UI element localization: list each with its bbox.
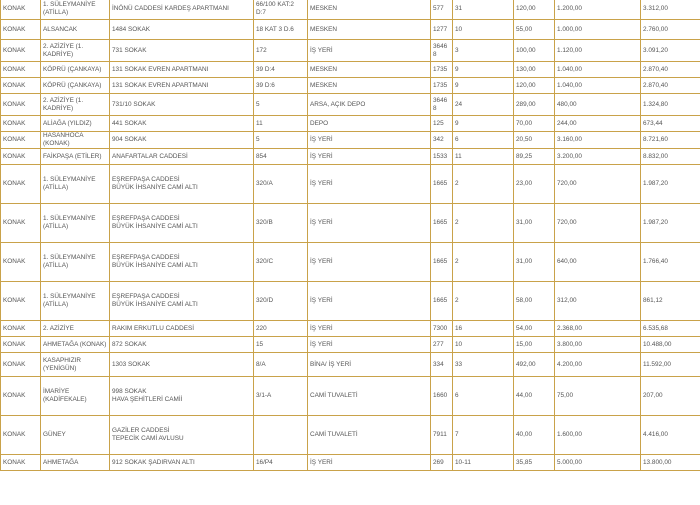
- parcel-cell: 1735: [431, 62, 453, 78]
- district-cell: KONAK: [1, 321, 41, 337]
- door-no-cell: 320/C: [254, 243, 308, 282]
- neighbourhood-cell: [41, 78, 110, 94]
- door-no-cell: 5: [254, 132, 308, 149]
- neighbourhood-cell: [41, 243, 110, 282]
- street-cell: [110, 455, 254, 471]
- neighbourhood-cell: [41, 455, 110, 471]
- block-cell: 16: [453, 321, 514, 337]
- cell-line: ALİAĞA (YILDIZ): [43, 119, 92, 127]
- table-row: [1, 165, 700, 204]
- door-no-cell: 320/B: [254, 204, 308, 243]
- table-row: [1, 282, 700, 321]
- door-no-cell: 18 KAT 3 D.6: [254, 20, 308, 40]
- unit-price-cell: 1.040,00: [555, 62, 641, 78]
- door-no-cell: 11: [254, 116, 308, 132]
- total-price-cell: 6.535,68: [641, 321, 700, 337]
- street-cell: [110, 116, 254, 132]
- area-cell: 54,00: [514, 321, 555, 337]
- use-type-cell: İŞ YERİ: [308, 165, 431, 204]
- cell-line: EŞREFPAŞA CADDESİ: [112, 254, 180, 261]
- cell-line: KÖPRÜ (ÇANKAYA): [43, 65, 102, 73]
- use-type-cell: MESKEN: [308, 78, 431, 94]
- total-price-cell: 861,12: [641, 282, 700, 321]
- parcel-cell: 1735: [431, 78, 453, 94]
- door-no-cell: 16/P4: [254, 455, 308, 471]
- area-cell: 31,00: [514, 204, 555, 243]
- cell-line: 1. SÜLEYMANİYE: [43, 0, 96, 8]
- cell-line: (ATİLLA): [43, 223, 69, 230]
- district-cell: KONAK: [1, 116, 41, 132]
- parcel-cell: 125: [431, 116, 453, 132]
- block-cell: 9: [453, 62, 514, 78]
- total-price-cell: 673,44: [641, 116, 700, 132]
- district-cell: KONAK: [1, 455, 41, 471]
- unit-price-cell: 720,00: [555, 165, 641, 204]
- unit-price-cell: 3.160,00: [555, 132, 641, 149]
- table-row: [1, 40, 700, 62]
- block-cell: 2: [453, 165, 514, 204]
- cell-line: EŞREFPAŞA CADDESİ: [112, 293, 180, 300]
- neighbourhood-cell: [41, 282, 110, 321]
- street-cell: [110, 282, 254, 321]
- area-cell: 120,00: [514, 0, 555, 20]
- total-price-cell: 2.760,00: [641, 20, 700, 40]
- cell-line: KASAPHIZIR: [43, 356, 81, 364]
- district-cell: KONAK: [1, 20, 41, 40]
- table-row: [1, 337, 700, 353]
- block-cell: 24: [453, 94, 514, 116]
- cell-line: 1. SÜLEYMANİYE: [43, 293, 96, 300]
- area-cell: 20,50: [514, 132, 555, 149]
- use-type-cell: CAMİ TUVALETİ: [308, 416, 431, 455]
- table-row: [1, 0, 700, 20]
- cell-line: 872 SOKAK: [112, 340, 147, 348]
- unit-price-cell: 2.368,00: [555, 321, 641, 337]
- table-row: [1, 78, 700, 94]
- cell-line: İMARİYE: [43, 388, 70, 395]
- neighbourhood-cell: [41, 62, 110, 78]
- unit-price-cell: 312,00: [555, 282, 641, 321]
- table-row: [1, 149, 700, 165]
- street-cell: [110, 243, 254, 282]
- cell-line: 998 SOKAK: [112, 388, 147, 395]
- cell-line: (YENİGÜN): [43, 364, 77, 372]
- district-cell: KONAK: [1, 165, 41, 204]
- use-type-cell: İŞ YERİ: [308, 204, 431, 243]
- street-cell: [110, 149, 254, 165]
- cell-line: İNÖNÜ CADDESİ KARDEŞ APARTMANI: [112, 4, 229, 12]
- block-cell: 2: [453, 282, 514, 321]
- cell-line: 2. AZİZİYE (1.: [43, 42, 84, 50]
- street-cell: [110, 20, 254, 40]
- cell-line: KADRİYE): [43, 104, 74, 112]
- total-price-cell: 4.416,00: [641, 416, 700, 455]
- unit-price-cell: 720,00: [555, 204, 641, 243]
- cell-line: 904 SOKAK: [112, 136, 147, 143]
- use-type-cell: MESKEN: [308, 20, 431, 40]
- parcel-cell: 1277: [431, 20, 453, 40]
- parcel-cell: 342: [431, 132, 453, 149]
- neighbourhood-cell: [41, 20, 110, 40]
- cell-line: KÖPRÜ (ÇANKAYA): [43, 81, 102, 89]
- cell-line: 1. SÜLEYMANİYE: [43, 254, 96, 261]
- use-type-cell: İŞ YERİ: [308, 455, 431, 471]
- street-cell: [110, 377, 254, 416]
- door-no-cell: 5: [254, 94, 308, 116]
- cell-line: 1303 SOKAK: [112, 360, 151, 368]
- cell-line: (KADİFEKALE): [43, 396, 87, 403]
- use-type-cell: İŞ YERİ: [308, 321, 431, 337]
- door-no-cell: 8/A: [254, 353, 308, 377]
- street-cell: [110, 321, 254, 337]
- parcel-cell: 36468: [431, 40, 453, 62]
- neighbourhood-cell: [41, 40, 110, 62]
- area-cell: 58,00: [514, 282, 555, 321]
- area-cell: 15,00: [514, 337, 555, 353]
- use-type-cell: MESKEN: [308, 62, 431, 78]
- door-no-cell: 39 D:6: [254, 78, 308, 94]
- block-cell: 31: [453, 0, 514, 20]
- parcel-cell: 334: [431, 353, 453, 377]
- cell-line: KADRİYE): [43, 50, 74, 58]
- use-type-cell: İŞ YERİ: [308, 282, 431, 321]
- use-type-cell: ARSA, AÇIK DEPO: [308, 94, 431, 116]
- door-no-cell: 220: [254, 321, 308, 337]
- use-type-cell: İŞ YERİ: [308, 337, 431, 353]
- cell-line: AHMETAĞA (KONAK): [43, 340, 107, 348]
- total-price-cell: 8.832,00: [641, 149, 700, 165]
- total-price-cell: 8.721,60: [641, 132, 700, 149]
- cell-line: RAKIM ERKUTLU CADDESİ: [112, 324, 195, 332]
- street-cell: [110, 132, 254, 149]
- block-cell: 10: [453, 20, 514, 40]
- unit-price-cell: 244,00: [555, 116, 641, 132]
- cell-line: 2. AZİZİYE: [43, 324, 74, 332]
- door-no-cell: 15: [254, 337, 308, 353]
- total-price-cell: 3.091,20: [641, 40, 700, 62]
- parcel-cell: 1660: [431, 377, 453, 416]
- unit-price-cell: 1.040,00: [555, 78, 641, 94]
- cell-line: (ATİLLA): [43, 184, 69, 191]
- cell-line: GÜNEY: [43, 431, 66, 438]
- table-row: [1, 94, 700, 116]
- district-cell: KONAK: [1, 416, 41, 455]
- total-price-cell: 1.987,20: [641, 204, 700, 243]
- district-cell: KONAK: [1, 40, 41, 62]
- cell-line: (ATİLLA): [43, 301, 69, 308]
- table-row: [1, 132, 700, 149]
- block-cell: 11: [453, 149, 514, 165]
- parcel-cell: 1533: [431, 149, 453, 165]
- unit-price-cell: 480,00: [555, 94, 641, 116]
- parcel-cell: 1665: [431, 243, 453, 282]
- door-no-cell: 66/100 KAT:2 D:7: [254, 0, 308, 20]
- parcel-cell: 269: [431, 455, 453, 471]
- cell-line: 1. SÜLEYMANİYE: [43, 215, 96, 222]
- door-no-cell: [254, 416, 308, 455]
- area-cell: 35,85: [514, 455, 555, 471]
- district-cell: KONAK: [1, 243, 41, 282]
- block-cell: 3: [453, 40, 514, 62]
- neighbourhood-cell: [41, 0, 110, 20]
- use-type-cell: İŞ YERİ: [308, 149, 431, 165]
- area-cell: 70,00: [514, 116, 555, 132]
- area-cell: 31,00: [514, 243, 555, 282]
- parcel-cell: 1665: [431, 204, 453, 243]
- neighbourhood-cell: [41, 94, 110, 116]
- neighbourhood-cell: [41, 204, 110, 243]
- district-cell: KONAK: [1, 132, 41, 149]
- unit-price-cell: 3.800,00: [555, 337, 641, 353]
- street-cell: [110, 165, 254, 204]
- total-price-cell: 1.766,40: [641, 243, 700, 282]
- cell-line: (ATİLLA): [43, 8, 69, 16]
- cell-line: BÜYÜK İHSANİYE CAMİ ALTI: [112, 223, 198, 230]
- street-cell: [110, 337, 254, 353]
- table-row: [1, 377, 700, 416]
- unit-price-cell: 1.000,00: [555, 20, 641, 40]
- district-cell: KONAK: [1, 353, 41, 377]
- unit-price-cell: 4.200,00: [555, 353, 641, 377]
- table-row: [1, 416, 700, 455]
- use-type-cell: BİNA/ İŞ YERİ: [308, 353, 431, 377]
- cell-line: 731/10 SOKAK: [112, 100, 156, 108]
- total-price-cell: 11.592,00: [641, 353, 700, 377]
- parcel-cell: 36468: [431, 94, 453, 116]
- cell-line: EŞREFPAŞA CADDESİ: [112, 215, 180, 222]
- district-cell: KONAK: [1, 204, 41, 243]
- cell-line: 131 SOKAK EVREN APARTMANI: [112, 65, 209, 73]
- street-cell: [110, 62, 254, 78]
- block-cell: 6: [453, 132, 514, 149]
- street-cell: [110, 78, 254, 94]
- neighbourhood-cell: [41, 337, 110, 353]
- street-cell: [110, 0, 254, 20]
- cell-line: 731 SOKAK: [112, 46, 147, 54]
- neighbourhood-cell: [41, 149, 110, 165]
- cell-line: EŞREFPAŞA CADDESİ: [112, 176, 180, 183]
- area-cell: 100,00: [514, 40, 555, 62]
- cell-line: ALSANCAK: [43, 25, 78, 33]
- door-no-cell: 39 D:4: [254, 62, 308, 78]
- neighbourhood-cell: [41, 353, 110, 377]
- table-row: [1, 321, 700, 337]
- area-cell: 492,00: [514, 353, 555, 377]
- cell-line: AHMETAĞA: [43, 458, 79, 466]
- parcel-cell: 7300: [431, 321, 453, 337]
- use-type-cell: DEPO: [308, 116, 431, 132]
- cell-line: 1. SÜLEYMANİYE: [43, 176, 96, 183]
- district-cell: KONAK: [1, 149, 41, 165]
- parcel-cell: 577: [431, 0, 453, 20]
- table-row: [1, 116, 700, 132]
- door-no-cell: 172: [254, 40, 308, 62]
- block-cell: 10-11: [453, 455, 514, 471]
- cell-line: BÜYÜK İHSANİYE CAMİ ALTI: [112, 184, 198, 191]
- table-row: [1, 353, 700, 377]
- total-price-cell: 2.870,40: [641, 78, 700, 94]
- street-cell: [110, 40, 254, 62]
- total-price-cell: 13.800,00: [641, 455, 700, 471]
- total-price-cell: 1.987,20: [641, 165, 700, 204]
- area-cell: 55,00: [514, 20, 555, 40]
- cell-line: HASANHOCA (KONAK): [43, 132, 84, 147]
- neighbourhood-cell: [41, 165, 110, 204]
- block-cell: 33: [453, 353, 514, 377]
- cell-line: TEPECİK CAMİ AVLUSU: [112, 435, 184, 442]
- unit-price-cell: 1.600,00: [555, 416, 641, 455]
- unit-price-cell: 75,00: [555, 377, 641, 416]
- table-body: [1, 0, 700, 471]
- use-type-cell: İŞ YERİ: [308, 132, 431, 149]
- unit-price-cell: 3.200,00: [555, 149, 641, 165]
- parcel-cell: 7911: [431, 416, 453, 455]
- cell-line: FAİKPAŞA (ETİLER): [43, 152, 102, 160]
- area-cell: 23,00: [514, 165, 555, 204]
- area-cell: 89,25: [514, 149, 555, 165]
- block-cell: 6: [453, 377, 514, 416]
- cell-line: 131 SOKAK EVREN APARTMANI: [112, 81, 209, 89]
- unit-price-cell: 5.000,00: [555, 455, 641, 471]
- block-cell: 9: [453, 116, 514, 132]
- street-cell: [110, 204, 254, 243]
- cell-line: 912 SOKAK ŞADIRVAN ALTI: [112, 458, 195, 466]
- cell-line: (ATİLLA): [43, 262, 69, 269]
- cell-line: HAVA ŞEHİTLERİ CAMİİ: [112, 396, 183, 403]
- block-cell: 9: [453, 78, 514, 94]
- unit-price-cell: 1.200,00: [555, 0, 641, 20]
- street-cell: [110, 353, 254, 377]
- table-row: [1, 20, 700, 40]
- block-cell: 10: [453, 337, 514, 353]
- use-type-cell: İŞ YERİ: [308, 40, 431, 62]
- district-cell: KONAK: [1, 78, 41, 94]
- district-cell: KONAK: [1, 377, 41, 416]
- unit-price-cell: 640,00: [555, 243, 641, 282]
- street-cell: [110, 416, 254, 455]
- cell-line: ANAFARTALAR CADDESİ: [112, 152, 188, 160]
- total-price-cell: 207,00: [641, 377, 700, 416]
- district-cell: KONAK: [1, 62, 41, 78]
- table-row: [1, 62, 700, 78]
- door-no-cell: 320/D: [254, 282, 308, 321]
- neighbourhood-cell: [41, 377, 110, 416]
- parcel-cell: 1665: [431, 165, 453, 204]
- neighbourhood-cell: [41, 132, 110, 149]
- district-cell: KONAK: [1, 0, 41, 20]
- total-price-cell: 10.488,00: [641, 337, 700, 353]
- total-price-cell: 1.324,80: [641, 94, 700, 116]
- unit-price-cell: 1.120,00: [555, 40, 641, 62]
- table-row: [1, 455, 700, 471]
- use-type-cell: CAMİ TUVALETİ: [308, 377, 431, 416]
- district-cell: KONAK: [1, 282, 41, 321]
- district-cell: KONAK: [1, 94, 41, 116]
- district-cell: KONAK: [1, 337, 41, 353]
- area-cell: 44,00: [514, 377, 555, 416]
- block-cell: 2: [453, 243, 514, 282]
- door-no-cell: 854: [254, 149, 308, 165]
- cell-line: 441 SOKAK: [112, 119, 147, 127]
- door-no-cell: 3/1-A: [254, 377, 308, 416]
- block-cell: 7: [453, 416, 514, 455]
- door-no-cell: 320/A: [254, 165, 308, 204]
- area-cell: 120,00: [514, 78, 555, 94]
- area-cell: 289,00: [514, 94, 555, 116]
- parcel-cell: 277: [431, 337, 453, 353]
- neighbourhood-cell: [41, 416, 110, 455]
- cell-line: BÜYÜK İHSANİYE CAMİ ALTI: [112, 301, 198, 308]
- cell-line: GAZİLER CADDESİ: [112, 427, 170, 434]
- use-type-cell: MESKEN: [308, 0, 431, 20]
- neighbourhood-cell: [41, 321, 110, 337]
- parcel-cell: 1665: [431, 282, 453, 321]
- area-cell: 40,00: [514, 416, 555, 455]
- use-type-cell: İŞ YERİ: [308, 243, 431, 282]
- neighbourhood-cell: [41, 116, 110, 132]
- table-row: [1, 243, 700, 282]
- total-price-cell: 3.312,00: [641, 0, 700, 20]
- cell-line: BÜYÜK İHSANİYE CAMİ ALTI: [112, 262, 198, 269]
- table-row: [1, 204, 700, 243]
- block-cell: 2: [453, 204, 514, 243]
- cell-line: 2. AZİZİYE (1.: [43, 96, 84, 104]
- street-cell: [110, 94, 254, 116]
- total-price-cell: 2.870,40: [641, 62, 700, 78]
- area-cell: 130,00: [514, 62, 555, 78]
- cell-line: 1484 SOKAK: [112, 25, 151, 33]
